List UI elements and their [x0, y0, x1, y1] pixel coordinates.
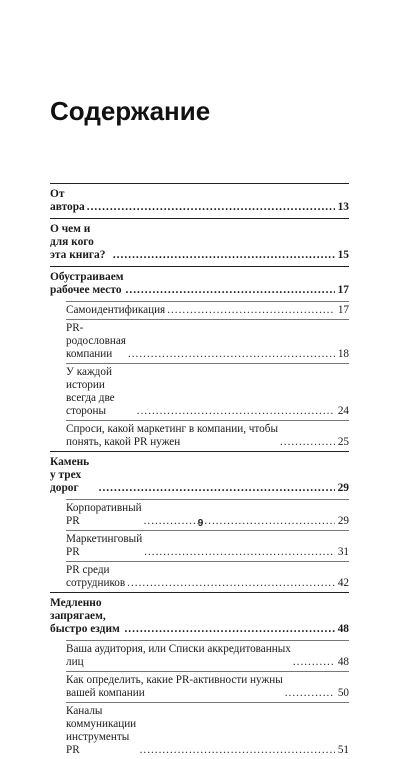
dot-leader: [167, 304, 335, 317]
toc-chapter-label: Обустраиваем рабочее место: [50, 271, 124, 296]
toc-chapter-label: О чем и для кого эта книга?: [50, 223, 106, 261]
toc-section: [50, 641, 349, 671]
dot-leader: [87, 201, 335, 214]
toc-section-label: Каналы коммуникации инструменты PR: [66, 705, 137, 756]
toc-page-number: 31: [337, 546, 349, 558]
toc-section: [50, 672, 349, 702]
table-of-contents: [50, 183, 349, 759]
dot-leader: [99, 482, 335, 495]
toc-page-number: 29: [337, 515, 349, 527]
toc-section-label-line: понять, какой PR нужен: [66, 436, 181, 448]
toc-section-label: У каждой истории всегда две стороны: [66, 366, 115, 417]
dot-leader: [293, 656, 335, 669]
toc-page-number: 48: [337, 623, 349, 635]
toc-page-number: 25: [337, 436, 349, 448]
toc-page-number: 15: [337, 249, 349, 261]
toc-section-label-line: Как определить, какие PR-активности нужны: [66, 674, 283, 686]
toc-chapter: [50, 593, 349, 640]
toc-page-number: 17: [337, 284, 349, 296]
dot-leader: [140, 744, 335, 757]
dot-leader: [144, 546, 335, 559]
toc-section-label: Маркетинговый PR: [66, 533, 143, 558]
toc-page-number: 48: [337, 656, 349, 668]
dot-leader: [124, 623, 335, 636]
toc-page-number: 29: [337, 482, 349, 494]
dot-leader: [285, 687, 335, 700]
toc-section-label-line: Ваша аудитория, или Списки аккредитованных: [66, 643, 291, 655]
toc-section-label: [66, 423, 278, 449]
dot-leader: [113, 249, 335, 262]
page-title: Содержание: [50, 96, 211, 126]
toc-chapter-label: От автора: [50, 188, 85, 213]
toc-section: [50, 364, 349, 420]
toc-section-label: [66, 643, 291, 669]
toc-section: [50, 320, 349, 363]
dot-leader: [137, 405, 335, 418]
toc-section: [50, 421, 349, 451]
toc-section: [50, 703, 349, 759]
toc-chapter: [50, 452, 349, 499]
dot-leader: [280, 436, 335, 449]
toc-section: [50, 562, 349, 592]
toc-page-number: 13: [337, 201, 349, 213]
toc-chapter: [50, 184, 349, 218]
dot-leader: [126, 284, 335, 297]
toc-chapter: [50, 219, 349, 266]
toc-page-number: 50: [337, 687, 349, 699]
toc-page-number: 24: [337, 405, 349, 417]
dot-leader: [128, 348, 335, 361]
toc-chapter-label: Медленно запрягаем, быстро ездим: [50, 597, 120, 635]
toc-section-label-line: Спроси, какой маркетинг в компании, чтобы: [66, 423, 278, 435]
dot-leader: [127, 577, 335, 590]
page-number: 9: [197, 518, 204, 529]
toc-section-label: [66, 674, 283, 700]
toc-chapter-label: Камень у трех дорог: [50, 456, 90, 494]
toc-section-label-line: вашей компании: [66, 687, 145, 699]
toc-chapter: [50, 267, 349, 301]
toc-page-number: 18: [337, 348, 349, 360]
toc-page-number: 51: [337, 744, 349, 756]
toc-section-label: PR-родословная компании: [66, 322, 126, 360]
toc-section: [50, 531, 349, 561]
toc-page-number: 42: [337, 577, 349, 589]
toc-section-label: Самоидентификация: [66, 304, 166, 316]
toc-section-label: PR среди сотрудников: [66, 564, 126, 589]
toc-section: [50, 302, 349, 319]
toc-section-label: Корпоративный PR: [66, 502, 142, 527]
toc-section-label-line: лиц: [66, 656, 84, 668]
toc-page-number: 17: [337, 304, 349, 316]
